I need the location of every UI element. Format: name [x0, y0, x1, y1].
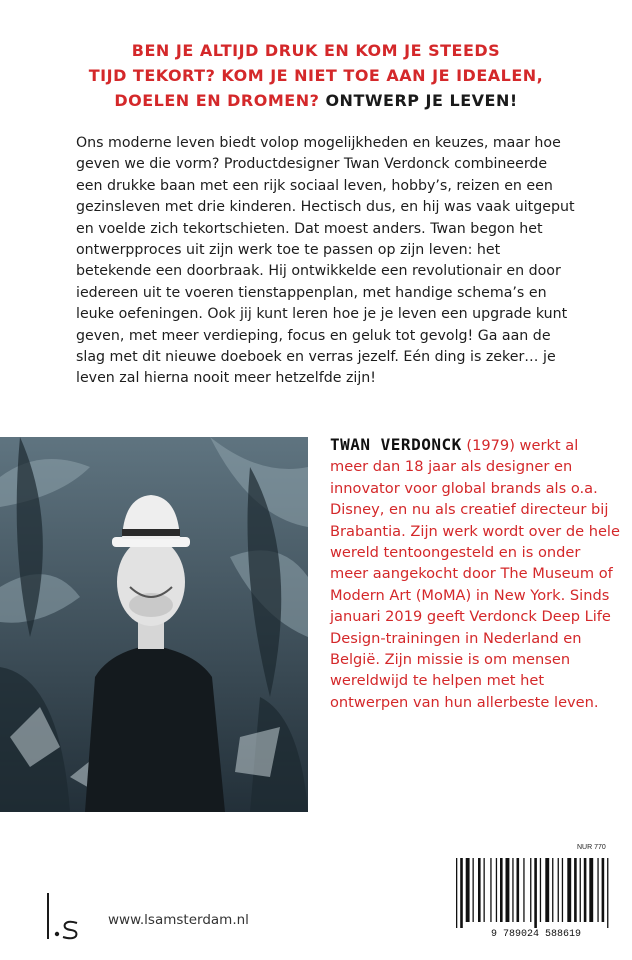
barcode-bar [552, 858, 553, 922]
barcode-bar [607, 858, 608, 928]
barcode-bar [530, 858, 531, 922]
isbn-barcode [452, 856, 620, 940]
barcode-bar [540, 858, 541, 922]
headline-tagline: ONTWERP JE LEVEN! [325, 91, 518, 110]
headline-line-1: BEN JE ALTIJD DRUK EN KOM JE STEEDS [131, 41, 501, 60]
author-bio-block [330, 434, 620, 713]
publisher-logo [44, 893, 84, 941]
barcode-bar [484, 858, 485, 922]
barcode-bar [534, 858, 537, 928]
author-bio: werkt al meer dan 18 jaar als designer en innovator voor global brands als o.a. Disney, en nu als creatief directeur bij Brabantia. Zijn werk wordt over de hele wereld tentoongesteld en is onder meer aangekocht door The Museum of Modern Art (MoMA) in New York. Sinds januari 2019 geeft Verdonck Deep Life Design-trainingen in Nederland en België. Zijn missie is om mensen wereldwijd te helpen met het ontwerpen van hun allerbeste leven. [330, 437, 620, 711]
author-name: TWAN VERDONCK [330, 435, 462, 454]
barcode-bar [562, 858, 563, 922]
barcode-bar [466, 858, 470, 922]
barcode-bar [574, 858, 577, 922]
barcode-bar [490, 858, 491, 922]
barcode-bar [567, 858, 571, 922]
barcode-bar [500, 858, 503, 922]
barcode-bar [523, 858, 524, 922]
barcode-bar [460, 858, 463, 928]
isbn-number: 9 789024 588619 [490, 929, 582, 940]
barcode-bar [589, 858, 593, 922]
barcode-bar [545, 858, 549, 922]
intro-blurb [76, 133, 576, 390]
headline [40, 38, 592, 113]
intro-text: Ons moderne leven biedt volop mogelijkheden en keuzes, maar hoe geven we die vorm? Productdesigner Twan Verdonck combineerde een drukke baan met een rijk sociaal leven, hobby’s, reizen en een gezinsleven met drie kinderen. Hectisch dus, en hij was vaak uitgeput en voelde zich tekortschieten. Dat moest anders. Twan begon het ontwerpproces uit zijn werk toe te passen op zijn leven: het betekende een doorbraak. Hij ontwikkelde een revolutionair en door iedereen uit te voeren tienstappenplan, met handige schema’s en leuke oefeningen. Ook jij kunt leren hoe je je leven een upgrade kunt geven, met meer verdieping, focus en geluk tot gevolg! Ga aan de slag met dit nieuwe doeboek en verras jezelf. Eén ding is zeker… je leven zal hierna nooit meer hetzelfde zijn! [76, 135, 575, 387]
barcode-bar [456, 858, 457, 928]
barcode-bar [558, 858, 559, 922]
barcode-bar [584, 858, 587, 922]
barcode-bar [597, 858, 598, 922]
author-photo [0, 437, 308, 812]
publisher-website[interactable]: www.lsamsterdam.nl [108, 912, 249, 928]
barcode-bar [506, 858, 510, 922]
barcode-bar [602, 858, 605, 922]
barcode-bar [580, 858, 581, 922]
barcode-bar [517, 858, 520, 922]
headline-line-2: TIJD TEKORT? KOM JE NIET TOE AAN JE IDEALEN, [88, 66, 544, 85]
headline-line-3: DOELEN EN DROMEN? [114, 91, 320, 110]
barcode-bar [512, 858, 513, 922]
barcode-bar [478, 858, 481, 922]
barcode-bar [473, 858, 474, 922]
barcode-bar [496, 858, 497, 922]
nur-code: NUR 770 [577, 844, 606, 851]
author-years: (1979) [466, 437, 515, 454]
